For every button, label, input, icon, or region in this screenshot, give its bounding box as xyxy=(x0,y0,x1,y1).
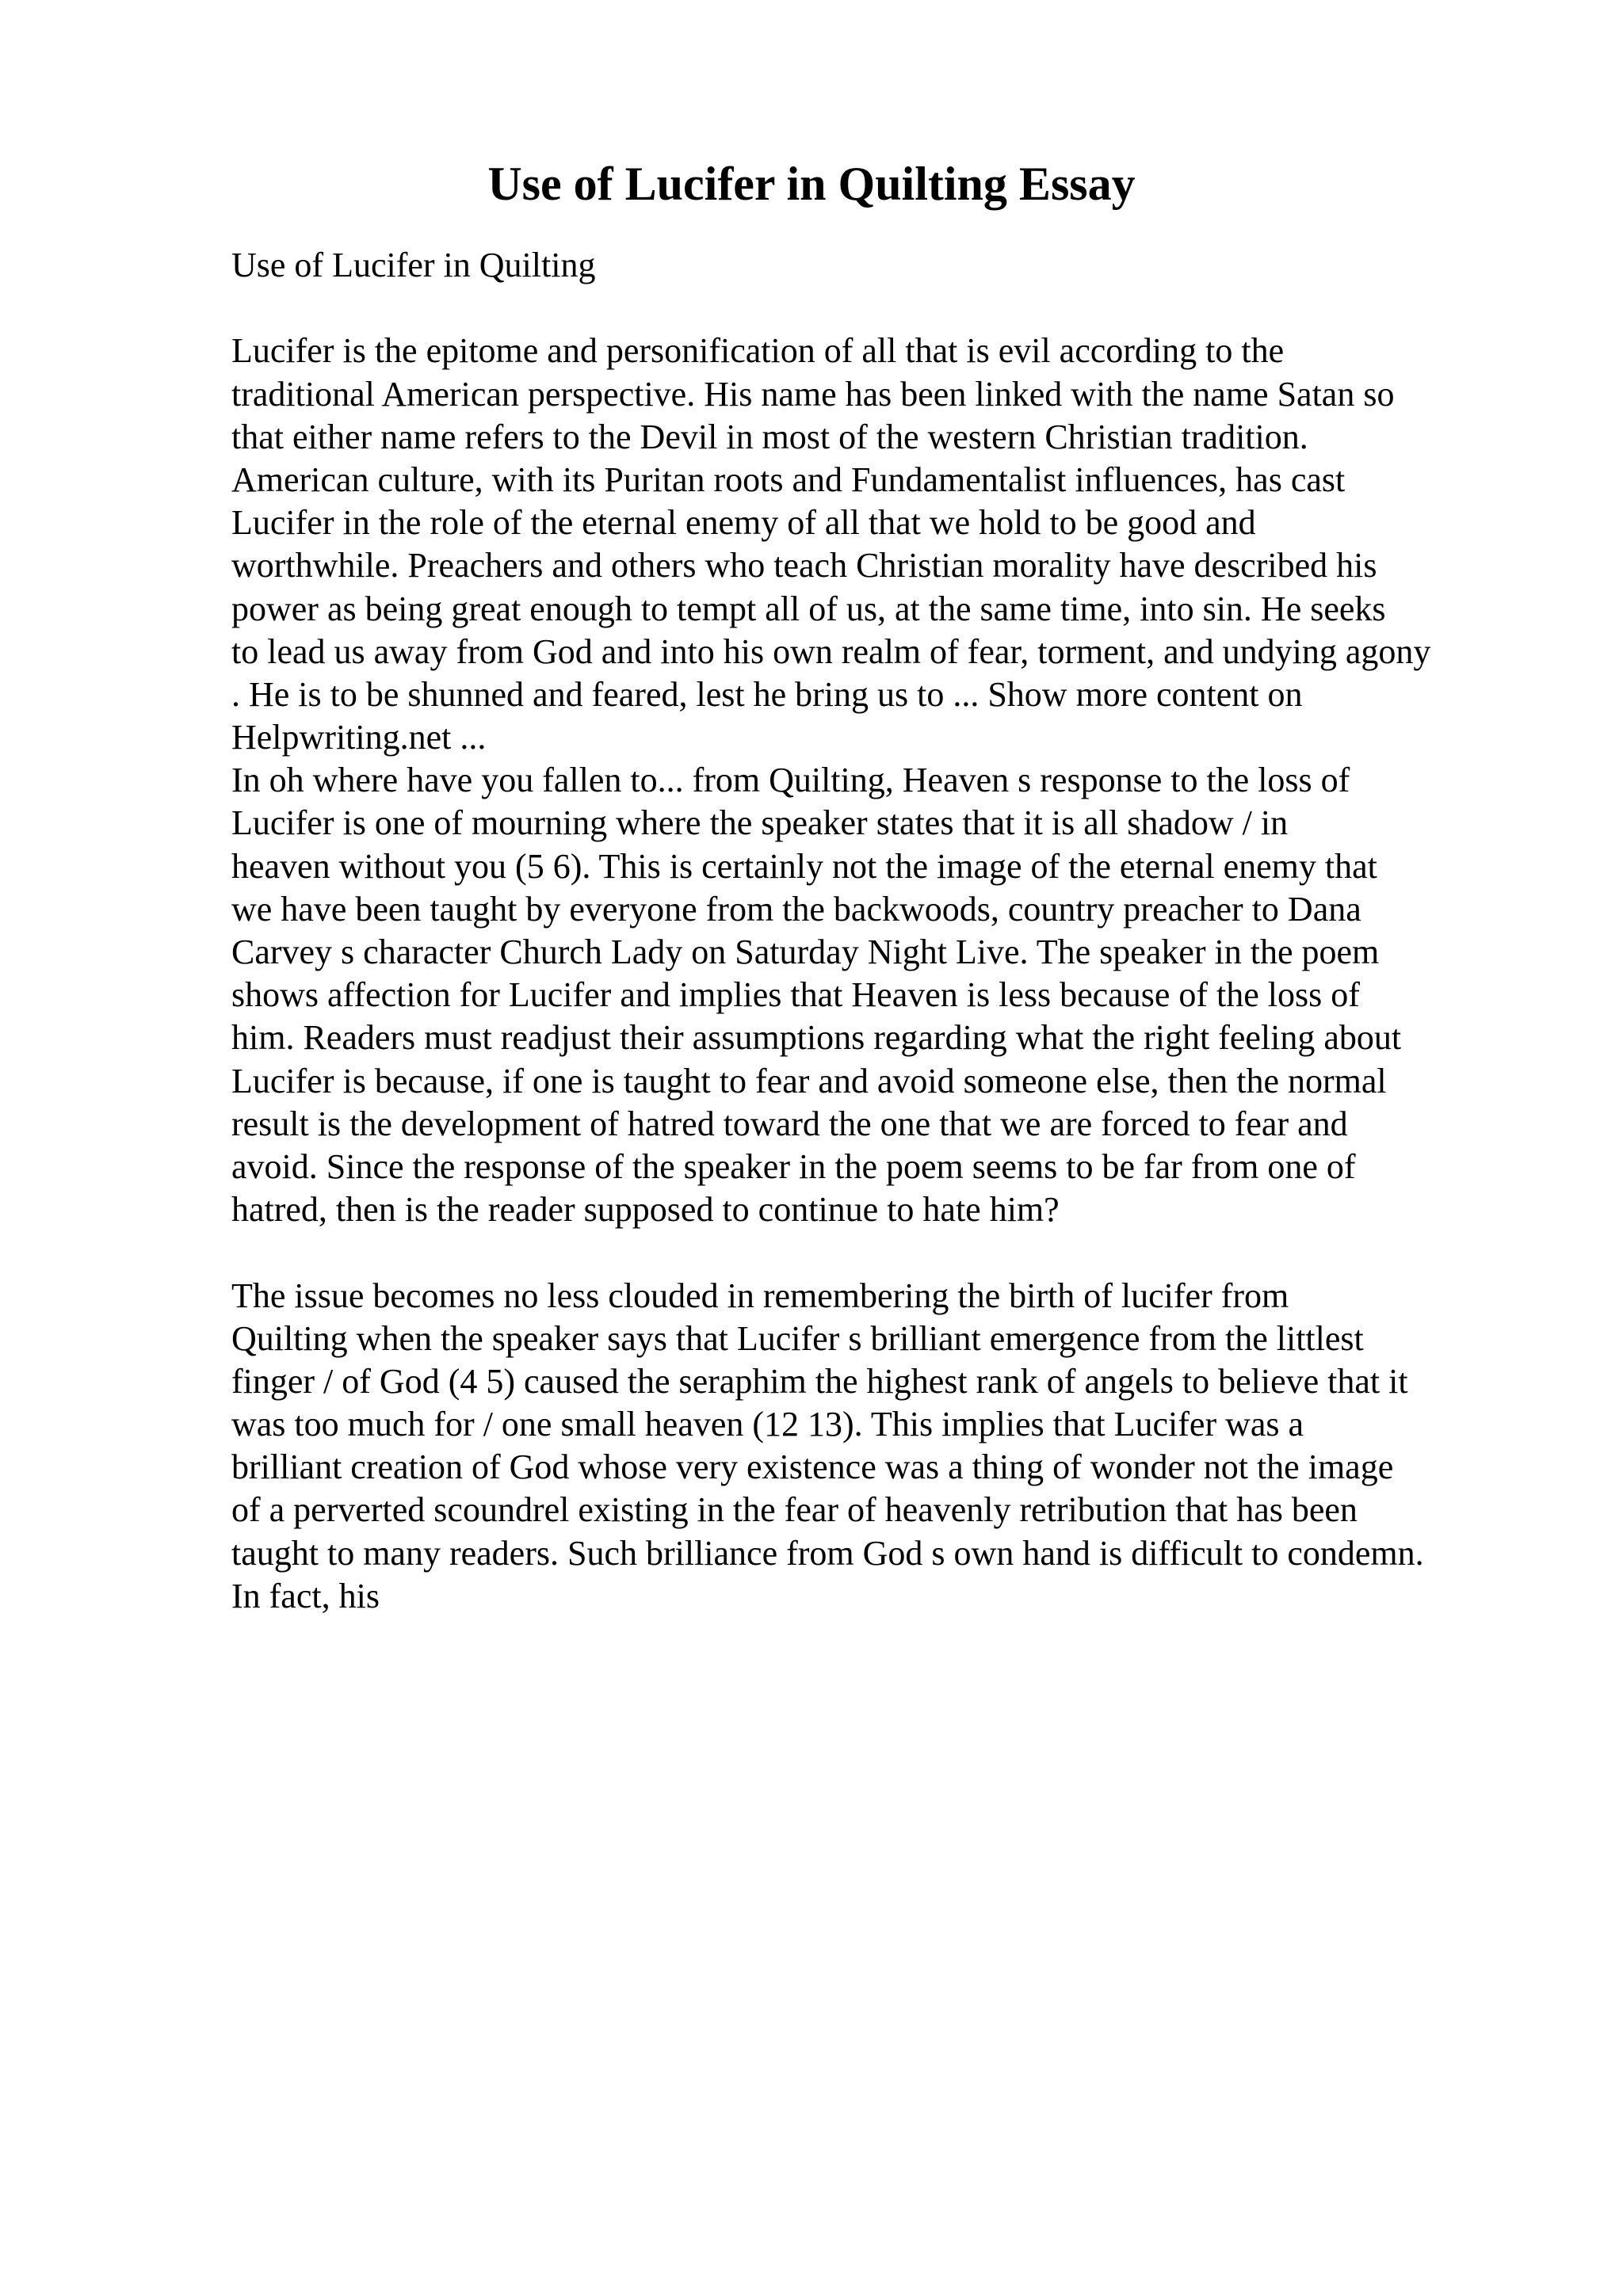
text-line: brilliant creation of God whose very existence was a thing of wonder not the image xyxy=(231,1447,1394,1487)
text-line: Carvey s character Church Lady on Saturday Night Live. The speaker in the poem xyxy=(231,933,1380,971)
text-line: avoid. Since the response of the speaker in the poem seems to be far from one of xyxy=(231,1146,1356,1186)
text-line: result is the development of hatred toward the one that we are forced to fear and xyxy=(231,1104,1348,1143)
text-line: hatred, then is the reader supposed to continue to hate him? xyxy=(231,1190,1060,1230)
text-line: power as being great enough to tempt all of us, at the same time, into sin. He seeks xyxy=(231,589,1386,628)
text-line: that either name refers to the Devil in most of the western Christian tradition. xyxy=(231,417,1308,456)
text-line: traditional American perspective. His name has been linked with the name Satan so xyxy=(231,374,1395,414)
paragraph-3 xyxy=(231,1275,1547,1619)
text-line: In oh where have you fallen to... from Quilting, Heaven s response to the loss of xyxy=(231,761,1350,800)
text-line: to lead us away from God and into his own realm of fear, torment, and undying agony xyxy=(231,631,1431,671)
text-line: was too much for / one small heaven (12 13). This implies that Lucifer was a xyxy=(231,1405,1304,1444)
text-line: . He is to be shunned and feared, lest he bring us to ... Show more content on xyxy=(231,674,1303,714)
text-line: heaven without you (5 6). This is certainly not the image of the eternal enemy that xyxy=(231,846,1377,886)
text-line: shows affection for Lucifer and implies that Heaven is less because of the loss of xyxy=(231,975,1360,1015)
text-line: American culture, with its Puritan roots and Fundamentalist influences, has cast xyxy=(231,460,1346,499)
text-line: we have been taught by everyone from the backwoods, country preacher to Dana xyxy=(231,889,1361,929)
document-title: Use of Lucifer in Quilting Essay xyxy=(487,158,1136,210)
text-line: Lucifer in the role of the eternal enemy of all that we hold to be good and xyxy=(231,503,1256,543)
document-subtitle: Use of Lucifer in Quilting xyxy=(231,246,596,284)
text-line: him. Readers must readjust their assumptions regarding what the right feeling about xyxy=(231,1018,1402,1058)
text-line: Helpwriting.net ... xyxy=(231,718,487,757)
text-line: taught to many readers. Such brilliance from God s own hand is difficult to condemn. xyxy=(231,1533,1424,1573)
text-line: Lucifer is one of mourning where the speaker states that it is all shadow / in xyxy=(231,803,1289,843)
text-line: worthwhile. Preachers and others who teach Christian morality have described his xyxy=(231,546,1377,585)
document-body xyxy=(231,244,1547,1618)
text-line: In fact, his xyxy=(231,1576,380,1615)
text-line: Quilting when the speaker says that Lucifer s brilliant emergence from the littlest xyxy=(231,1318,1364,1358)
paragraph-2 xyxy=(231,759,1547,1231)
text-line: Lucifer is because, if one is taught to fear and avoid someone else, then the normal xyxy=(231,1061,1387,1100)
paragraph-spacer xyxy=(231,287,1547,330)
text-line: finger / of God (4 5) caused the seraphim the highest rank of angels to believe that it xyxy=(231,1361,1408,1401)
paragraph-spacer xyxy=(231,1231,1547,1274)
text-line: The issue becomes no less clouded in remembering the birth of lucifer from xyxy=(231,1276,1289,1315)
text-line: Lucifer is the epitome and personification of all that is evil according to the xyxy=(231,331,1285,371)
paragraph-1 xyxy=(231,330,1547,759)
text-line: of a perverted scoundrel existing in the fear of heavenly retribution that has been xyxy=(231,1490,1358,1530)
